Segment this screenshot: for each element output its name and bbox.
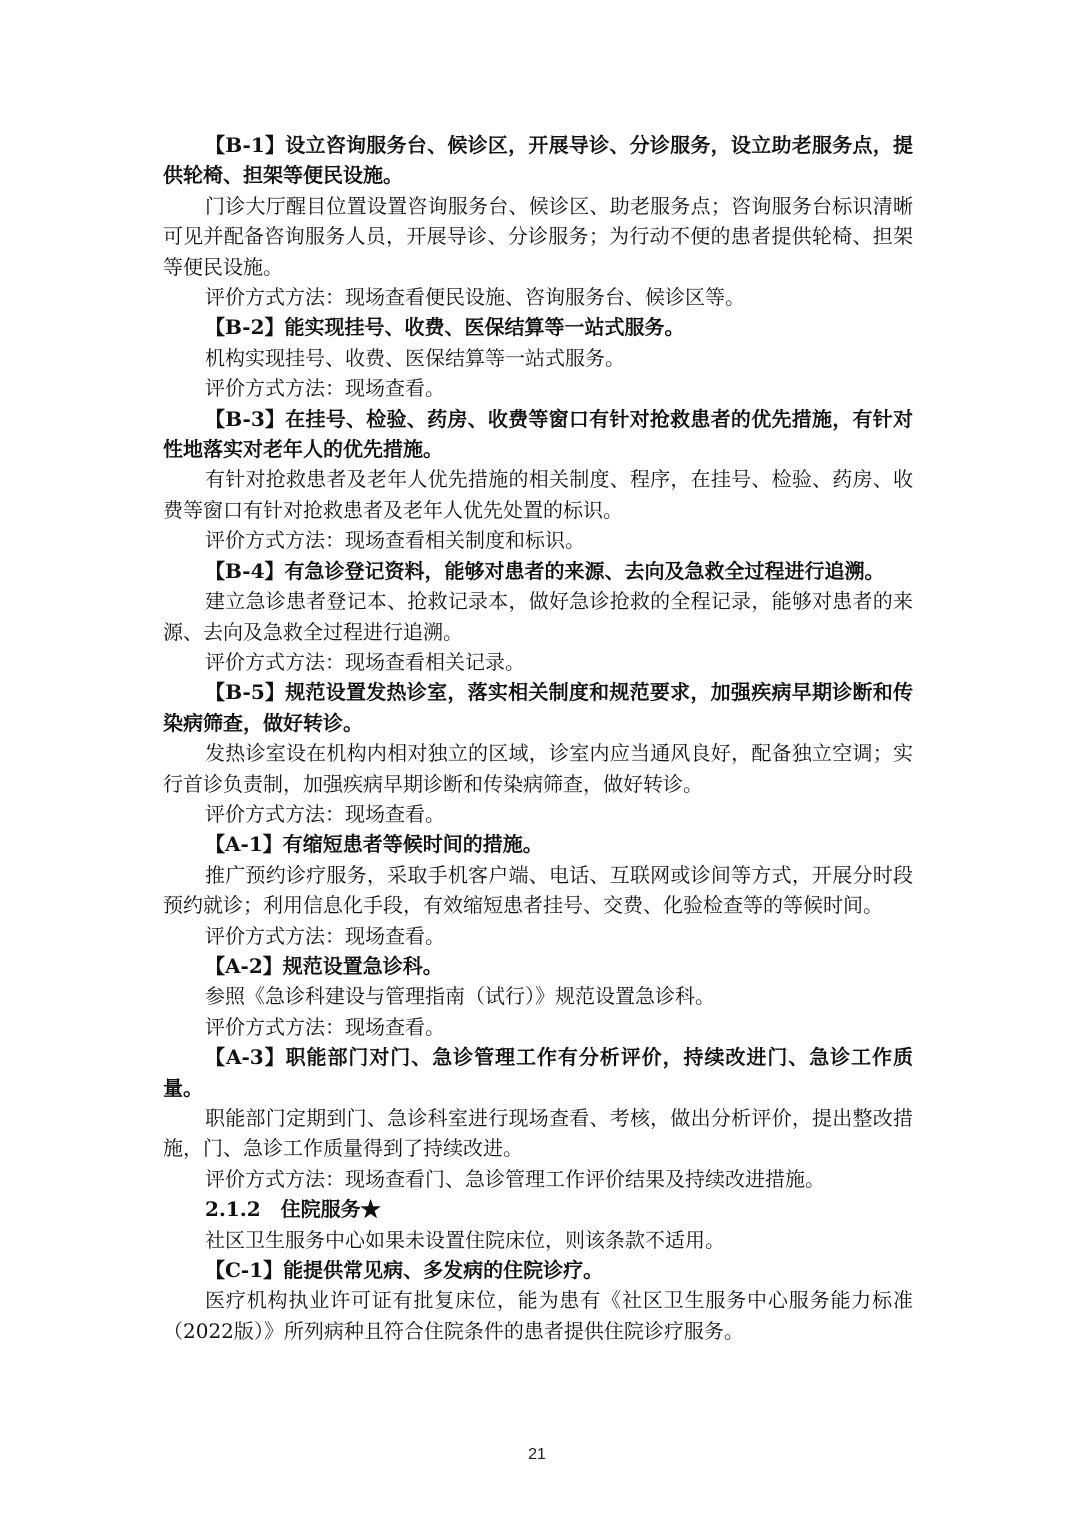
criterion-b5-body: 发热诊室设在机构内相对独立的区域，诊室内应当通风良好，配备独立空调；实行首诊负责制，加强疾病早期诊断和传染病筛查，做好转诊。	[163, 741, 913, 796]
criterion-b5-heading: 【B-5】规范设置发热诊室，落实相关制度和规范要求，加强疾病早期诊断和传染病筛查，做好转诊。	[163, 680, 913, 735]
page-number: 21	[528, 1446, 546, 1463]
criterion-b2-heading: 【B-2】能实现挂号、收费、医保结算等一站式服务。	[205, 315, 685, 340]
criterion-a3-method: 评价方式方法：现场查看门、急诊管理工作评价结果及持续改进措施。	[205, 1166, 825, 1191]
criterion-c1-body: 医疗机构执业许可证有批复床位，能为患有《社区卫生服务中心服务能力标准（2022版）》所列病种且符合住院条件的患者提供住院诊疗服务。	[163, 1288, 913, 1343]
section-heading: 2.1.2 住院服务★	[205, 1197, 381, 1222]
criterion-a3-body: 职能部门定期到门、急诊科室进行现场查看、考核，做出分析评价，提出整改措施，门、急诊工作质量得到了持续改进。	[163, 1106, 913, 1161]
criterion-b1-body: 门诊大厅醒目位置设置咨询服务台、候诊区、助老服务点；咨询服务台标识清晰可见并配备咨询服务人员，开展导诊、分诊服务；为行动不便的患者提供轮椅、担架等便民设施。	[163, 193, 913, 279]
criterion-b2-method: 评价方式方法：现场查看。	[205, 376, 445, 401]
criterion-b4-method: 评价方式方法：现场查看相关记录。	[205, 649, 525, 674]
criterion-b3-heading: 【B-3】在挂号、检验、药房、收费等窗口有针对抢救患者的优先措施，有针对性地落实对老年人的优先措施。	[163, 406, 913, 462]
criterion-a1-method: 评价方式方法：现场查看。	[205, 923, 445, 948]
section-note: 社区卫生服务中心如果未设置住院床位，则该条款不适用。	[205, 1227, 725, 1252]
criterion-b2-body: 机构实现挂号、收费、医保结算等一站式服务。	[205, 345, 625, 370]
criterion-b5-method: 评价方式方法：现场查看。	[205, 801, 445, 826]
criterion-b4-heading: 【B-4】有急诊登记资料，能够对患者的来源、去向及急救全过程进行追溯。	[205, 558, 885, 583]
criterion-a1-body: 推广预约诊疗服务，采取手机客户端、电话、互联网或诊间等方式，开展分时段预约就诊；利用信息化手段，有效缩短患者挂号、交费、化验检查等的等候时间。	[163, 862, 913, 918]
criterion-b3-body: 有针对抢救患者及老年人优先措施的相关制度、程序，在挂号、检验、药房、收费等窗口有针对抢救患者及老年人优先处置的标识。	[163, 467, 913, 522]
criterion-b3-method: 评价方式方法：现场查看相关制度和标识。	[205, 528, 585, 553]
criterion-c1-heading: 【C-1】能提供常见病、多发病的住院诊疗。	[205, 1258, 604, 1283]
criterion-a2-body: 参照《急诊科建设与管理指南（试行）》规范设置急诊科。	[205, 984, 715, 1009]
criterion-b1-method: 评价方式方法：现场查看便民设施、咨询服务台、候诊区等。	[205, 285, 745, 310]
criterion-a3-heading: 【A-3】职能部门对门、急诊管理工作有分析评价，持续改进门、急诊工作质量。	[163, 1045, 913, 1100]
criterion-a2-method: 评价方式方法：现场查看。	[205, 1014, 445, 1039]
criterion-b4-body: 建立急诊患者登记本、抢救记录本，做好急诊抢救的全程记录，能够对患者的来源、去向及急救全过程进行追溯。	[163, 589, 913, 644]
criterion-b1-heading: 【B-1】设立咨询服务台、候诊区，开展导诊、分诊服务，设立助老服务点，提供轮椅、担架等便民设施。	[163, 133, 913, 188]
criterion-a2-heading: 【A-2】规范设置急诊科。	[205, 953, 443, 978]
page-body	[163, 130, 913, 1346]
criterion-a1-heading: 【A-1】有缩短患者等候时间的措施。	[205, 832, 543, 857]
